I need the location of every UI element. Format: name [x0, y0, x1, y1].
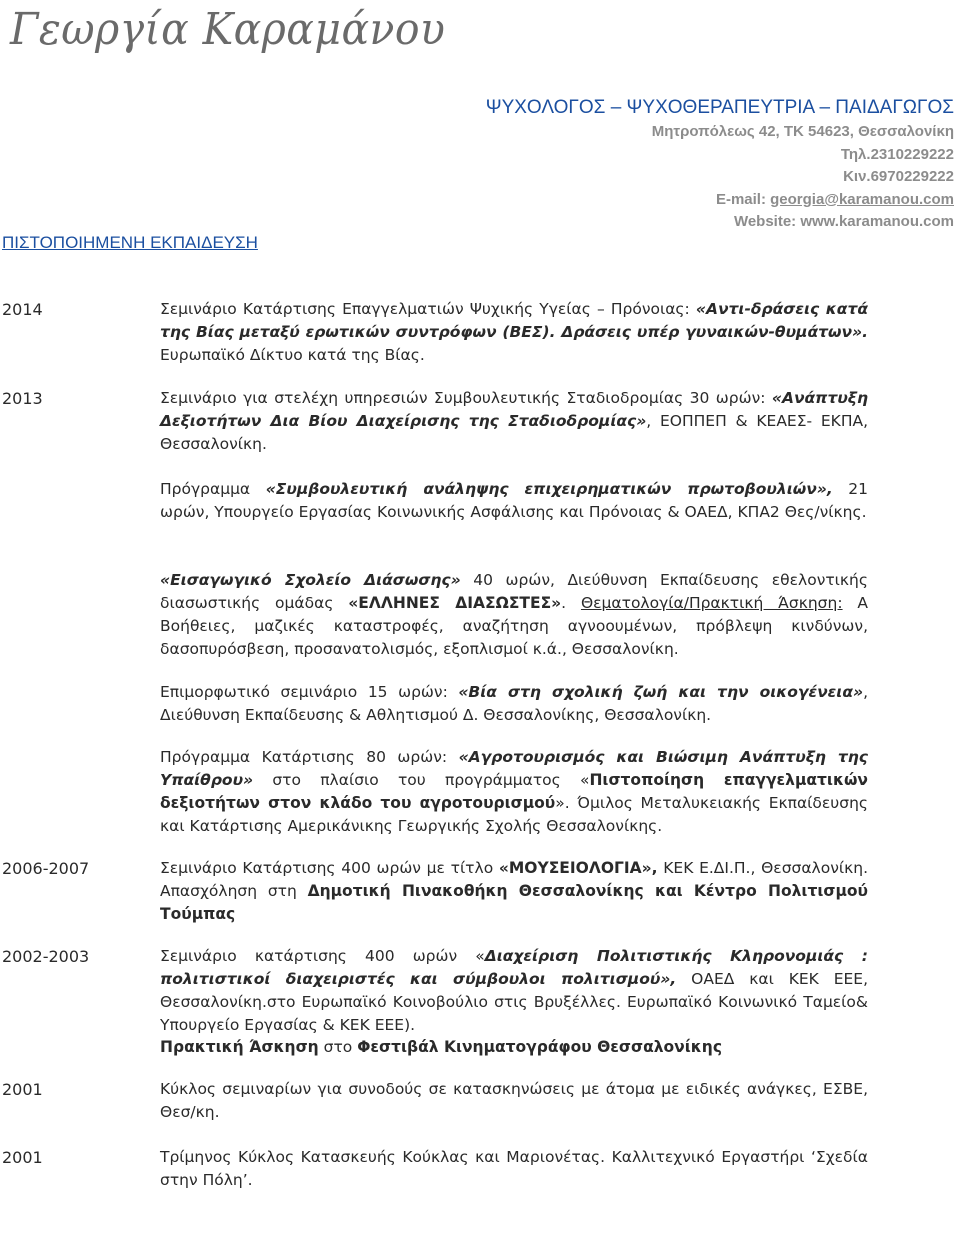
entry-year: 2002-2003 — [2, 947, 90, 966]
text-run: Επιμορφωτικό σεμινάριο 15 ωρών: — [160, 683, 459, 701]
entry-description — [160, 1036, 868, 1059]
text-run: ΚΕΚ Ε.ΔΙ.Π., Θεσσαλονίκη. Απασχόληση στη — [160, 859, 868, 901]
text-run: , Διεύθυνση Εκπαίδευσης & Αθλητισμού Δ. Θεσσαλονίκης, Θεσσαλονίκη. — [160, 683, 868, 725]
entry-description — [160, 681, 868, 727]
section-title: ΠΙΣΤΟΠΟΙΗΜΕΝΗ ΕΚΠΑΙΔΕΥΣΗ — [2, 233, 258, 252]
text-run: ». Όμιλος Μεταλυκειακής Εκπαίδευσης και Κατάρτισης Αμερικάνικης Γεωργικής Σχολής Θεσσαλονίκης. — [160, 794, 868, 836]
text-run: 40 ωρών, Διεύθυνση Εκπαίδευσης εθελοντικής διασωστικής ομάδας — [160, 571, 868, 613]
text-run: «ΕΛΛΗΝΕΣ ΔΙΑΣΩΣΤΕΣ» — [348, 594, 562, 613]
text-run: «Εισαγωγικό Σχολείο Διάσωσης» — [160, 571, 461, 589]
text-run: Πιστοποίηση επαγγελματικών δεξιοτήτων στον κλάδο του αγροτουρισμού — [160, 771, 868, 813]
text-run: «Αντι-δράσεις κατά της Βίας μεταξύ ερωτικών συντρόφων (ΒΕΣ). Δράσεις υπέρ γυναικών-θυμάτων». — [160, 300, 868, 342]
text-run: Σεμινάριο Κατάρτισης Επαγγελματιών Ψυχικής Υγείας – Πρόνοιας: — [160, 300, 696, 318]
text-run: , ΕΟΠΠΕΠ & ΚΕΑΕΣ- ΕΚΠΑ, Θεσσαλονίκη. — [160, 412, 869, 454]
text-run: Πρακτική Άσκηση — [160, 1038, 319, 1056]
mobile: Κιν.6970229222 — [843, 168, 954, 186]
entry-year: 2001 — [2, 1148, 43, 1167]
text-run: ΟΑΕΔ και ΚΕΚ ΕΕΕ, Θεσσαλονίκη.στο Ευρωπαϊκό Κοινοβούλιο στις Βρυξέλλες. Ευρωπαϊκό Κοινωνικό Ταμείο& Υπουργείο Εργασίας & ΚΕΚ ΕΕΕ). — [160, 970, 868, 1035]
text-run: Κύκλος σεμιναρίων για συνοδούς σε κατασκηνώσεις με άτομα με ειδικές ανάγκες, ΕΣΒΕ, Θεσ/κη. — [160, 1080, 868, 1122]
text-run: Θεματολογία/Πρακτική Άσκηση: — [580, 594, 843, 613]
email-line — [134, 189, 954, 212]
entry-description — [160, 945, 868, 1037]
entry-description — [160, 1146, 868, 1192]
entry-description — [160, 387, 868, 456]
entry-year: 2013 — [2, 389, 43, 408]
entry-description — [160, 478, 868, 524]
text-run: 21 ωρών, Υπουργείο Εργασίας Κοινωνικής Ασφάλισης και Πρόνοιας & ΟΑΕΔ, ΚΠΑ2 Θες/νίκης. — [160, 480, 868, 522]
email-label: E-mail: — [715, 190, 771, 208]
text-run: Ευρωπαϊκό Δίκτυο κατά της Βίας. — [160, 346, 425, 365]
profession-title: ΨΥΧΟΛΟΓΟΣ – ΨΥΧΟΘΕΡΑΠΕΥΤΡΙΑ – ΠΑΙΔΑΓΩΓΟΣ — [485, 97, 954, 118]
text-run: Πρόγραμμα Κατάρτισης 80 ωρών: — [160, 748, 459, 766]
text-run: «Συμβουλευτική ανάληψης επιχειρηματικών πρωτοβουλιών», — [265, 480, 833, 498]
text-run: Διαχείριση Πολιτιστικής Κληρονομιάς : πολιτιστικοί διαχειριστές και σύμβουλοι πολιτισμού», — [160, 947, 869, 989]
entry-description — [160, 746, 868, 838]
text-run: Σεμινάριο για στελέχη υπηρεσιών Συμβουλευτικής Σταδιοδρομίας 30 ωρών: — [160, 389, 772, 407]
entry-year: 2014 — [2, 300, 43, 319]
website-label: Website: — [733, 213, 801, 231]
website-link[interactable]: www.karamanou.com — [800, 213, 954, 231]
text-run: «ΜΟΥΣΕΙΟΛΟΓΙΑ», — [498, 859, 658, 877]
email-link[interactable]: georgia@karamanou.com — [770, 190, 954, 208]
entry-description — [160, 569, 868, 661]
text-run: «Βία στη σχολική ζωή και την οικογένεια» — [458, 683, 864, 701]
entry-year: 2006-2007 — [2, 859, 90, 878]
text-run: Α Βοήθειες, μαζικές καταστροφές, αναζήτηση αγνοουμένων, πρόβλεψη κινδύνων, δασοπυρόσβεση, προσανατολισμός, εξοπλισμοί κ.ά., Θεσσαλονίκη. — [160, 594, 869, 659]
text-run: Τρίμηνος Κύκλος Κατασκευής Κούκλας και Μαριονέτας. Καλλιτεχνικό Εργαστήρι ‘Σχεδία στην Πόλη’. — [160, 1148, 868, 1190]
contact-block — [134, 96, 954, 234]
entry-year: 2001 — [2, 1080, 43, 1099]
entry-description — [160, 857, 868, 926]
entry-description — [160, 298, 868, 367]
text-run: «Αγροτουρισμός και Βιώσιμη Ανάπτυξη της Υπαίθρου» — [160, 748, 868, 790]
text-run: στο πλαίσιο του προγράμματος « — [253, 771, 590, 790]
entry-description — [160, 1078, 868, 1124]
text-run: στο — [318, 1038, 358, 1056]
address: Μητροπόλεως 42, ΤΚ 54623, Θεσσαλονίκη — [651, 123, 954, 140]
text-run: Φεστιβάλ Κινηματογράφου Θεσσαλονίκης — [357, 1038, 723, 1056]
text-run: Σεμινάριο κατάρτισης 400 ωρών « — [160, 947, 485, 965]
phone: Τηλ.2310229222 — [840, 145, 954, 163]
text-run: Σεμινάριο Κατάρτισης 400 ωρών με τίτλο — [160, 859, 499, 877]
website-line — [134, 211, 954, 234]
text-run: «Ανάπτυξη Δεξιοτήτων Δια Βίου Διαχείρισης της Σταδιοδρομίας» — [160, 389, 868, 431]
logo: Γεωργία Καραμάνου — [10, 4, 446, 55]
text-run: Πρόγραμμα — [160, 480, 266, 498]
text-run: Δημοτική Πινακοθήκη Θεσσαλονίκης και Κέντρο Πολιτισμού Τούμπας — [160, 882, 868, 924]
text-run: . — [561, 594, 581, 613]
